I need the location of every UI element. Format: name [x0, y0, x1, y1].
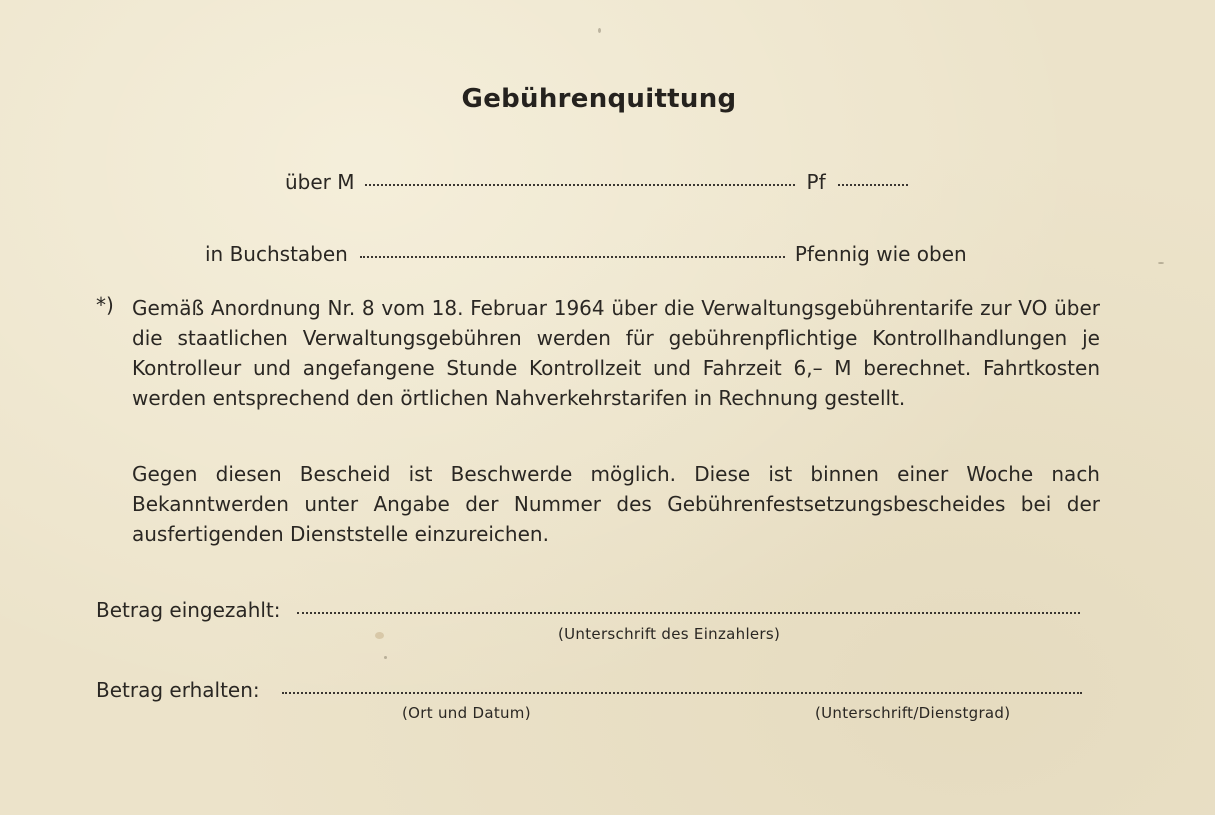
amount-in-words-line	[205, 242, 967, 266]
amount-pfennig-field[interactable]	[838, 184, 908, 186]
paper-speck	[1158, 262, 1164, 264]
amount-paid-label: Betrag eingezahlt:	[96, 598, 281, 622]
footnote-paragraph-fee-rules: Gemäß Anordnung Nr. 8 vom 18. Februar 1964 über die Verwaltungsgebührentarife zur VO über die staatlichen Verwaltungsgebühren werden für gebührenpflichtige Kontrollhandlungen je Kontrolleur und angefangene Stunde Kontrollzeit und Fahrzeit 6,– M berechnet. Fahrtkosten werden entsprechend den örtlichen Nahverkehrstarifen in Rechnung gestellt.	[132, 296, 1100, 410]
document-title: Gebührenquittung	[461, 84, 737, 114]
in-words-suffix: Pfennig wie oben	[794, 242, 967, 266]
amount-mark-field[interactable]	[365, 184, 795, 186]
footnote-paragraph-appeal: Gegen diesen Bescheid ist Beschwerde möglich. Diese ist binnen einer Woche nach Bekanntwerden unter Angabe der Nummer des Gebührenfestsetzungsbescheides bei der ausfertigenden Dienststelle einzureichen.	[132, 462, 1100, 546]
payer-signature-field[interactable]	[297, 612, 1080, 614]
footnote-marker: *)	[96, 293, 114, 317]
paper-speck	[598, 28, 601, 33]
paper-speck	[384, 656, 387, 659]
amount-mark-label: über M	[285, 170, 355, 194]
paper-speck	[375, 632, 384, 639]
in-words-field[interactable]	[360, 256, 785, 258]
amount-line	[285, 170, 908, 194]
amount-received-label: Betrag erhalten:	[96, 678, 260, 702]
amount-pfennig-label: Pf	[806, 170, 826, 194]
payer-signature-caption: (Unterschrift des Einzahlers)	[558, 625, 781, 643]
in-words-label: in Buchstaben	[205, 242, 348, 266]
place-date-signature-field[interactable]	[282, 692, 1082, 694]
amount-paid-line	[96, 598, 1080, 622]
amount-received-line	[96, 678, 1082, 702]
place-date-caption: (Ort und Datum)	[402, 704, 531, 722]
official-signature-caption: (Unterschrift/Dienstgrad)	[815, 704, 1011, 722]
